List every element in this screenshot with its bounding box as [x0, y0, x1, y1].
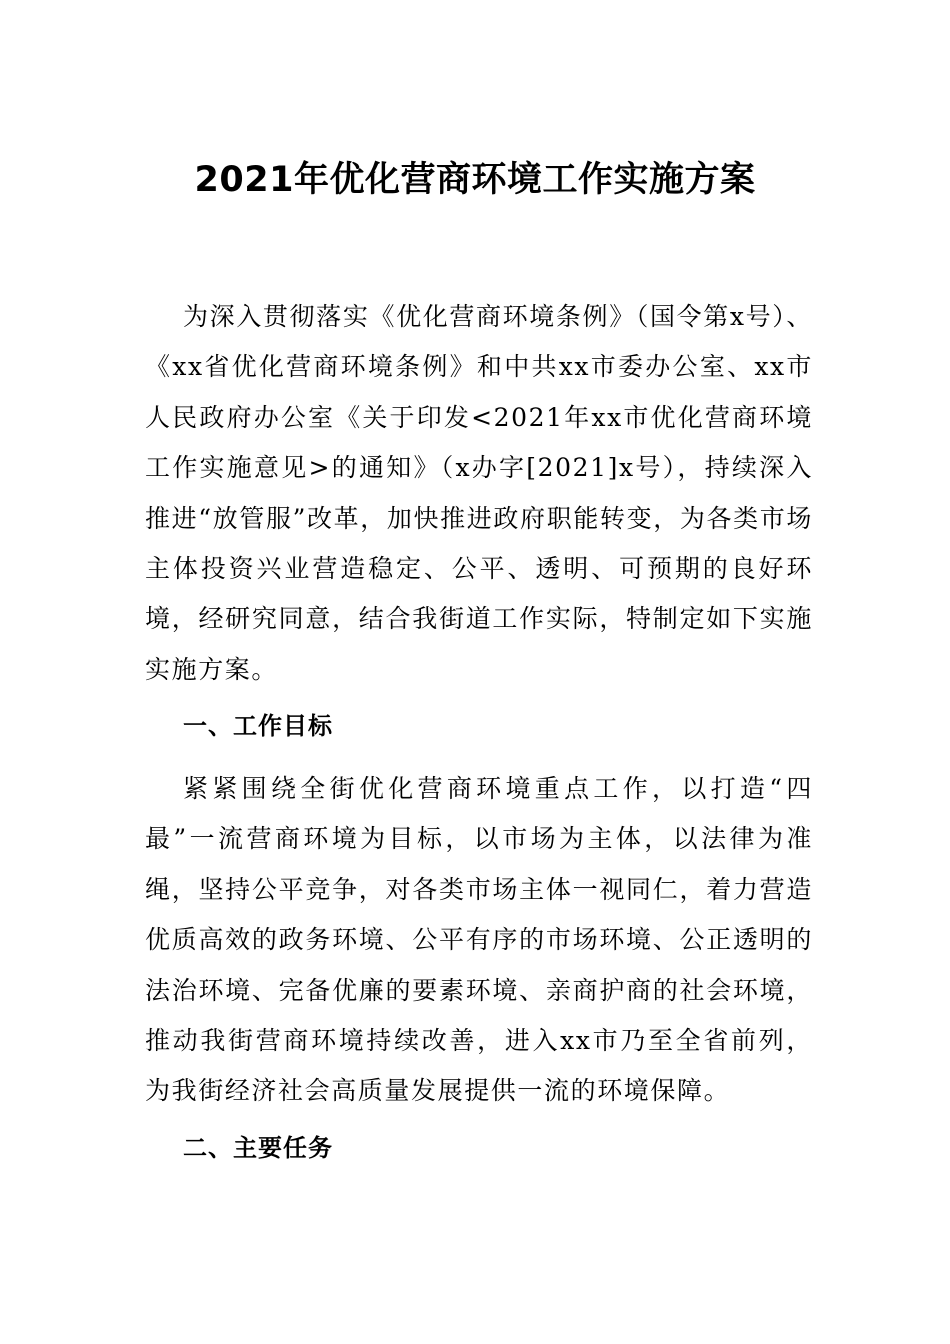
document-title: 2021年优化营商环境工作实施方案	[194, 160, 756, 200]
intro-paragraph: 为深入贯彻落实《优化营商环境条例》（国令第x号）、《xx省优化营商环境条例》和中共xx市委办公室、xx市人民政府办公室《关于印发<2021年xx市优化营商环境工作实施意见>的通知》（x办字[2021]x号），持续深入推进“放管服”改革，加快推进政府职能转变，为各类市场主体投资兴业营造稳定、公平、透明、可预期的良好环境，经研究同意，结合我街道工作实际，特制定如下实施实施方案。	[145, 302, 813, 684]
goals-paragraph: 紧紧围绕全街优化营商环境重点工作，以打造“四最”一流营商环境为目标，以市场为主体，以法律为准绳，坚持公平竞争，对各类市场主体一视同仁，着力营造优质高效的政务环境、公平有序的市场环境、公正透明的法治环境、完备优廉的要素环境、亲商护商的社会环境，推动我街营商环境持续改善，进入xx市乃至全省前列，为我街经济社会高质量发展提供一流的环境保障。	[145, 774, 813, 1106]
section-heading-work-goals: 一、工作目标	[183, 712, 333, 740]
section-heading-main-tasks: 二、主要任务	[183, 1134, 333, 1162]
